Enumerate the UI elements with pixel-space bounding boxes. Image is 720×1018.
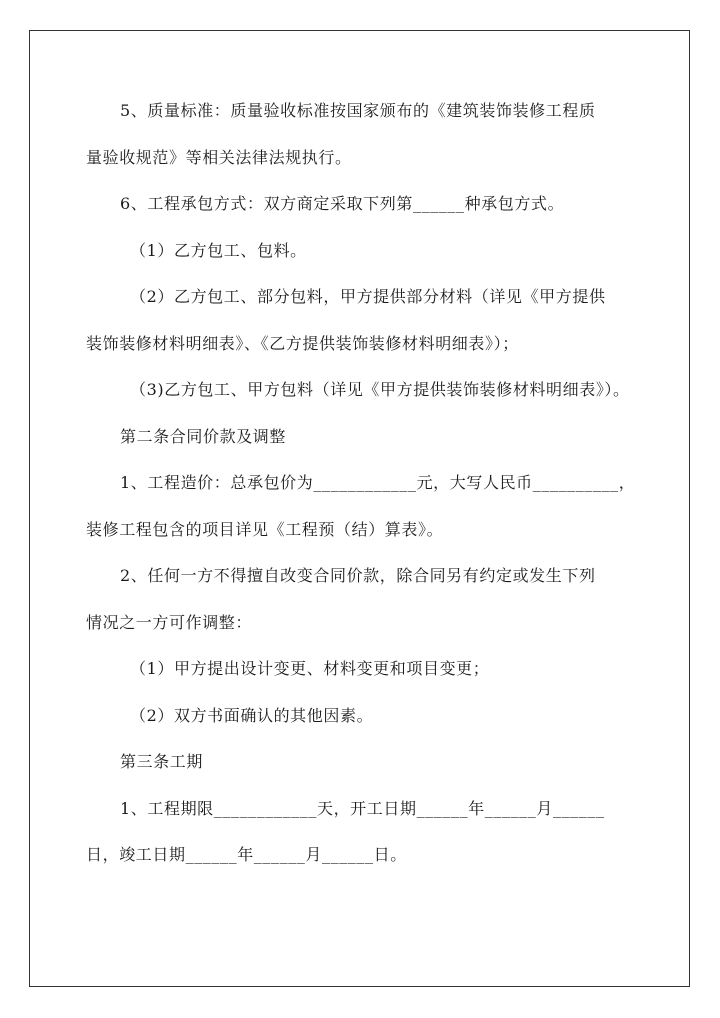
paragraph-quality-standard-cont: 量验收规范》等相关法律法规执行。	[86, 147, 352, 167]
adjustment-item-1: （1）甲方提出设计变更、材料变更和项目变更；	[130, 659, 490, 678]
paragraph-duration-cont: 日，竣工日期______年______月______日。	[86, 845, 407, 864]
paragraph-quality-standard: 5、质量标准：质量验收标准按国家颁布的《建筑装饰装修工程质	[120, 101, 596, 120]
option-2-cont: 装饰装修材料明细表》、《乙方提供装饰装修材料明细表》）；	[86, 333, 519, 353]
option-2: （2）乙方包工、部分包料，甲方提供部分材料（详见《甲方提供	[130, 287, 606, 306]
paragraph-price-adjustment-cont: 情况之一方可作调整：	[86, 612, 253, 632]
article-2-heading: 第二条合同价款及调整	[120, 426, 287, 446]
adjustment-item-2: （2）双方书面确认的其他因素。	[130, 705, 374, 725]
paragraph-contract-mode: 6、工程承包方式：双方商定采取下列第______种承包方式。	[120, 194, 565, 213]
paragraph-price-adjustment: 2、任何一方不得擅自改变合同价款，除合同另有约定或发生下列	[120, 566, 596, 585]
option-3: （3)乙方包工、甲方包料（详见《甲方提供装饰装修材料明细表》）。	[130, 380, 630, 399]
paragraph-project-cost-cont: 装修工程包含的项目详见《工程预（结）算表》。	[86, 519, 444, 539]
paragraph-duration: 1、工程期限____________天，开工日期______年______月______	[120, 798, 605, 818]
option-1: （1）乙方包工、包料。	[130, 240, 307, 260]
document-body	[86, 96, 634, 887]
article-3-heading: 第三条工期	[120, 752, 204, 771]
paragraph-project-cost: 1、工程造价：总承包价为____________元，大写人民币__________，	[120, 473, 636, 492]
